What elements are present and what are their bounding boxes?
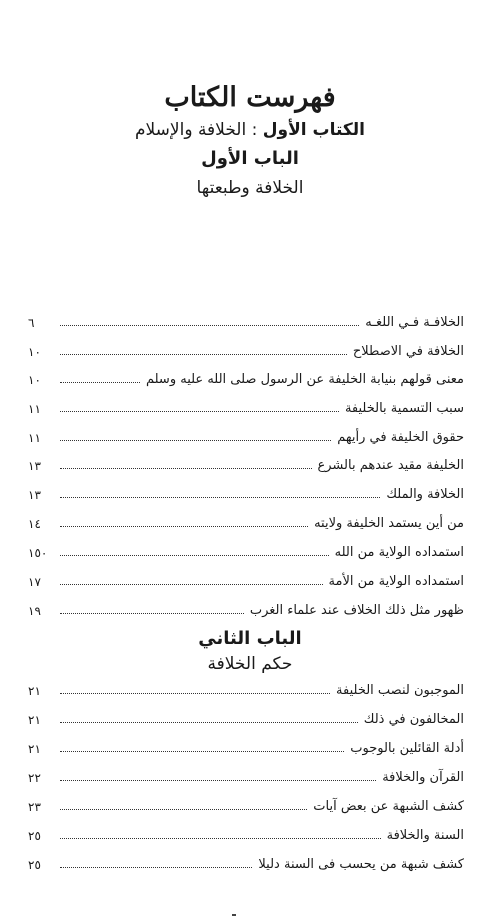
toc-entry: [28, 569, 464, 591]
toc-page-number: ١١: [28, 402, 41, 416]
toc-leader-dots: [60, 584, 323, 585]
toc-page-number: ٢٥: [28, 829, 41, 843]
toc-entry-title: القرآن والخلافة: [382, 770, 464, 785]
toc-entry-title: السنة والخلافة: [386, 828, 464, 843]
toc-leader-dots: [60, 867, 252, 868]
book-label: الكتاب الأول: [262, 120, 365, 140]
toc-leader-dots: [60, 693, 330, 694]
toc-page-number: ١٩: [28, 604, 41, 618]
toc-entry-title: الخلافة في الاصطلاح: [352, 344, 464, 359]
toc-page-number: ١٣: [28, 459, 41, 473]
toc-page-number: ٢١: [28, 713, 41, 727]
toc-leader-dots: [60, 613, 244, 614]
toc-entry-title: أدلة القائلين بالوجوب: [350, 741, 464, 756]
toc-page-number: ٢١: [28, 684, 41, 698]
toc-leader-dots: [60, 468, 312, 469]
toc-entry: [28, 765, 464, 787]
toc-page-number: ١٠: [28, 373, 41, 387]
chapter-2-subtitle: حكم الخلافة: [207, 654, 293, 674]
toc-leader-dots: [60, 722, 358, 723]
toc-entry-title: سبب التسمية بالخليفة: [344, 401, 464, 416]
toc-page-number: ٢٥: [28, 858, 41, 872]
toc-entry-title: من أين يستمد الخليفة ولايته: [314, 516, 464, 531]
toc-page-number: ٢٢: [28, 771, 41, 785]
toc-entry-title: استمداده الولاية من الله: [334, 545, 464, 560]
toc-leader-dots: [60, 526, 308, 527]
toc-entry-title: المخالفون في ذلك: [363, 712, 464, 727]
book-separator: :: [246, 120, 263, 140]
book-name: الخلافة والإسلام: [135, 120, 247, 140]
toc-entry: [28, 482, 464, 504]
toc-entry: [28, 540, 464, 562]
toc-leader-dots: [60, 809, 307, 810]
toc-leader-dots: [60, 440, 331, 441]
page-footer-mark: [232, 914, 236, 916]
toc-entry: [28, 736, 464, 758]
toc-leader-dots: [60, 555, 329, 556]
chapter-1-subtitle: الخلافة وطبعتها: [196, 178, 304, 198]
toc-entry: [28, 678, 464, 700]
toc-leader-dots: [60, 382, 140, 383]
toc-page-number: ١١: [28, 431, 41, 445]
toc-entry: [28, 598, 464, 620]
toc-entry: [28, 794, 464, 816]
toc-entry: [28, 707, 464, 729]
toc-leader-dots: [60, 354, 347, 355]
toc-leader-dots: [60, 780, 376, 781]
toc-entry-title: ظهور مثل ذلك الخلاف عند علماء الغرب: [249, 603, 464, 618]
toc-leader-dots: [60, 751, 344, 752]
book-heading: [0, 120, 500, 140]
toc-entry: [28, 852, 464, 874]
chapter-1-title: الباب الأول: [201, 148, 299, 169]
toc-entry-title: معنى قولهم بنيابة الخليفة عن الرسول صلى الله عليه وسلم: [145, 372, 464, 387]
toc-page-number: ٦: [28, 316, 35, 330]
toc-page-number: ٢١: [28, 742, 41, 756]
toc-leader-dots: [60, 325, 359, 326]
chapter-2-title: الباب الثاني: [198, 628, 302, 649]
toc-entry-title: الخليفة مقيد عندهم بالشرع: [317, 458, 464, 473]
toc-entry: [28, 425, 464, 447]
toc-entry-title: حقوق الخليفة في رأيهم: [337, 430, 464, 445]
index-title: فهرست الكتاب: [164, 82, 336, 113]
toc-entry: [28, 823, 464, 845]
toc-entry-title: الموجبون لنصب الخليفة: [336, 683, 464, 698]
toc-entry-title: كشف الشبهة عن بعض آيات: [313, 799, 464, 814]
toc-leader-dots: [60, 497, 380, 498]
toc-page-number: ٢٣: [28, 800, 41, 814]
toc-entry: [28, 511, 464, 533]
toc-leader-dots: [60, 838, 381, 839]
toc-entry: [28, 339, 464, 361]
toc-page-number: ١٠: [28, 345, 41, 359]
toc-entry: [28, 453, 464, 475]
toc-entry-title: استمداده الولاية من الأمة: [328, 574, 464, 589]
toc-entry-title: الخلافة والملك: [386, 487, 464, 502]
toc-page-number: ١٣: [28, 488, 41, 502]
toc-entry: [28, 310, 464, 332]
toc-page-number: ١٧: [28, 575, 41, 589]
toc-entry-title: الخلافـة فـي اللغـه: [365, 315, 464, 330]
toc-entry-title: كشف شبهة من يحسب فى السنة دليلا: [258, 857, 464, 872]
toc-entry: [28, 367, 464, 389]
toc-page-number: ١٤: [28, 517, 41, 531]
toc-entry: [28, 396, 464, 418]
toc-page-number: ١٥٠: [28, 546, 48, 560]
toc-leader-dots: [60, 411, 339, 412]
